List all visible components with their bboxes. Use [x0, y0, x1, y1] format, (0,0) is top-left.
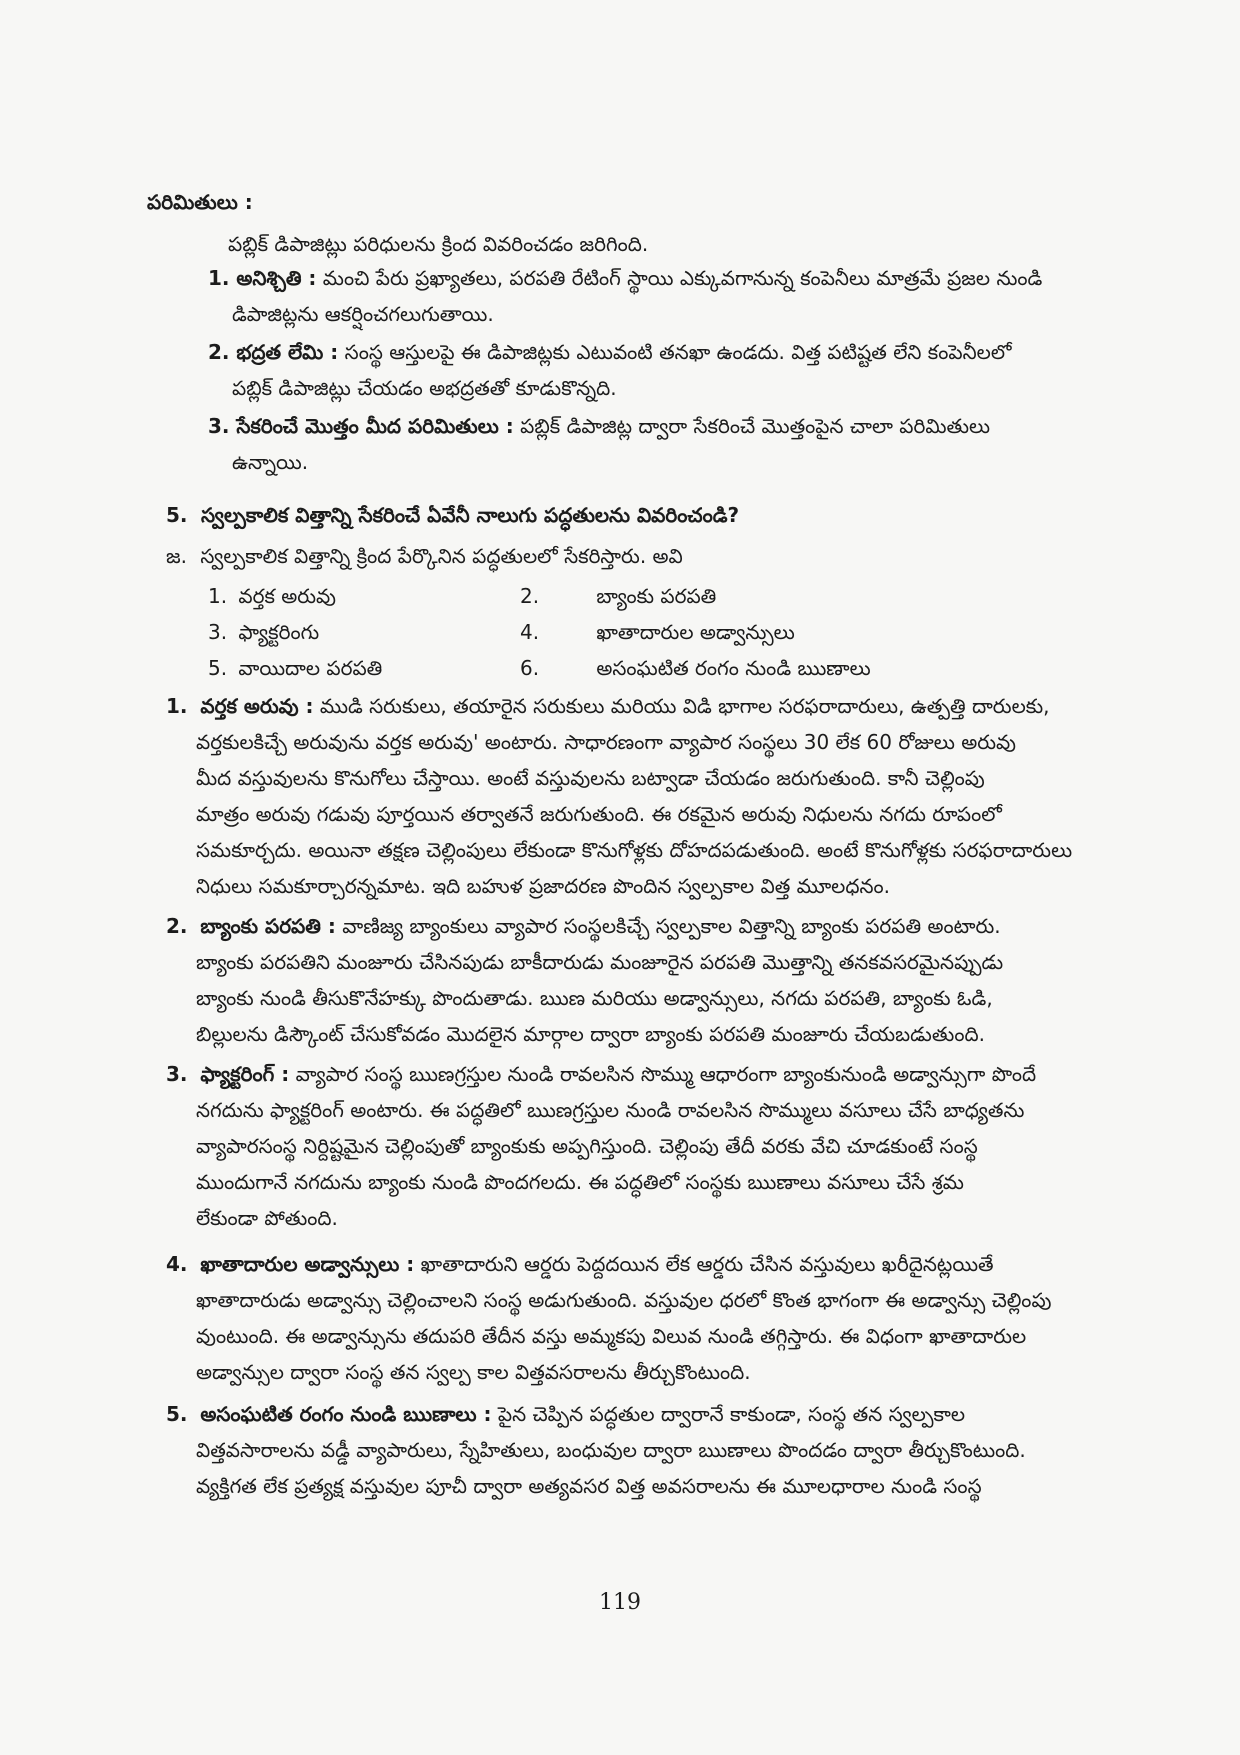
list-item: [520, 584, 716, 608]
list-item-number: 5.: [208, 656, 228, 680]
answer-text: స్వల్పకాలిక విత్తాన్ని క్రింద పేర్కొనిన పద్ధతులలో సేకరిస్తారు. అవి: [200, 544, 683, 568]
detail-text-line: వ్యక్తిగత లేక ప్రత్యక్ష వస్తువుల పూచీ ద్వారా అత్యవసర విత్త అవసరాలను ఈ మూలధారాల నుండి సంస్థ: [196, 1474, 982, 1498]
detail-text-line: విత్తవసారాలను వడ్డీ వ్యాపారులు, స్నేహితులు, బంధువుల ద్వారా ఋణాలు పొందడం ద్వారా తీర్చుకొంటుంది.: [196, 1438, 1026, 1462]
detail-paragraph: [166, 914, 1001, 938]
detail-text: వాణిజ్య బ్యాంకులు వ్యాపార సంస్థలకిచ్చే స్వల్పకాల విత్తాన్ని బ్యాంకు పరపతి అంటారు.: [342, 914, 1001, 938]
limitation-item-cont: ఉన్నాయి.: [232, 450, 309, 474]
list-item-label: అసంఘటిత రంగం నుండి ఋణాలు: [596, 656, 871, 680]
limitations-intro: పబ్లిక్ డిపాజిట్లు పరిధులను క్రింద వివరించడం జరిగింది.: [228, 232, 649, 256]
detail-paragraph: [166, 694, 1049, 718]
question-number: 5.: [166, 503, 188, 527]
detail-text-line: నిధులు సమకూర్చారన్నమాట. ఇది బహుళ ప్రజాదరణ పొందిన స్వల్పకాల విత్త మూలధనం.: [196, 874, 891, 898]
question: [166, 503, 739, 527]
list-item: [520, 656, 871, 680]
detail-text-line: లేకుండా పోతుంది.: [196, 1206, 338, 1230]
detail-title: ఖాతాదారుల అడ్వాన్సులు :: [200, 1252, 415, 1276]
item-number: 1.: [208, 266, 230, 290]
page-number: 119: [599, 1590, 641, 1615]
detail-text-line: మీద వస్తువులను కొనుగోలు చేస్తాయి. అంటే వస్తువులను బట్వాడా చేయడం జరుగుతుంది. కానీ చెల్లింపు: [196, 766, 985, 790]
detail-text-line: బిల్లులను డిస్కౌంట్ చేసుకోవడం మొదలైన మార్గాల ద్వారా బ్యాంకు పరపతి మంజూరు చేయబడుతుంది.: [196, 1022, 985, 1046]
detail-text-line: వుంటుంది. ఈ అడ్వాన్సును తదుపరి తేదీన వస్తు అమ్మకపు విలువ నుండి తగ్గిస్తారు. ఈ విధంగా ఖాతాదారుల: [196, 1324, 1027, 1348]
list-item-number: 1.: [208, 584, 228, 608]
detail-number: 3.: [166, 1062, 188, 1086]
item-number: 3.: [208, 414, 230, 438]
answer-prefix: జ.: [166, 544, 187, 568]
detail-paragraph: [166, 1252, 994, 1276]
list-item-label: బ్యాంకు పరపతి: [596, 584, 717, 608]
detail-text-line: వ్యాపారసంస్థ నిర్దిష్టమైన చెల్లింపుతో బ్యాంకుకు అప్పగిస్తుంది. చెల్లింపు తేదీ వరకు వేచి చూడకుంటే సంస్థ: [196, 1134, 978, 1158]
item-number: 2.: [208, 340, 230, 364]
detail-text-line: సమకూర్చదు. అయినా తక్షణ చెల్లింపులు లేకుండా కొనుగోళ్లకు దోహదపడుతుంది. అంటే కొనుగోళ్లకు సరఫరాదారులు: [196, 838, 1073, 862]
detail-text-line: అడ్వాన్సుల ద్వారా సంస్థ తన స్వల్ప కాల విత్తవసరాలను తీర్చుకొంటుంది.: [196, 1360, 751, 1384]
limitations-heading: పరిమితులు :: [147, 190, 253, 214]
list-item: [208, 584, 336, 608]
item-text: సంస్థ ఆస్తులపై ఈ డిపాజిట్లకు ఎటువంటి తనఖా ఉండదు. విత్త పటిష్టత లేని కంపెనీలలో: [344, 340, 1012, 364]
limitation-item: [208, 340, 1011, 364]
item-title: భద్రత లేమి :: [236, 340, 339, 364]
list-item-label: ఫ్యాక్టరింగు: [238, 620, 320, 644]
detail-text-line: ముందుగానే నగదును బ్యాంకు నుండి పొందగలదు. ఈ పద్ధతిలో సంస్థకు ఋణాలు వసూలు చేసే శ్రమ: [196, 1170, 964, 1194]
question-text: స్వల్పకాలిక విత్తాన్ని సేకరించే ఏవేనీ నాలుగు పద్ధతులను వివరించండి?: [200, 503, 740, 527]
detail-title: వర్తక అరువు :: [200, 694, 314, 718]
item-text: పబ్లిక్ డిపాజిట్ల ద్వారా సేకరించే మొత్తంపైన చాలా పరిమితులు: [520, 414, 991, 438]
detail-paragraph: [166, 1062, 1036, 1086]
detail-paragraph: [166, 1402, 965, 1426]
detail-text-line: నగదును ఫ్యాక్టరింగ్ అంటారు. ఈ పద్ధతిలో ఋణగ్రస్తుల నుండి రావలసిన సొమ్ములు వసూలు చేసే బాధ్యతను: [196, 1098, 1025, 1122]
list-item: [520, 620, 795, 644]
detail-text: పైన చెప్పిన పద్ధతుల ద్వారానే కాకుండా, సంస్థ తన స్వల్పకాల: [497, 1402, 966, 1426]
detail-text: ముడి సరుకులు, తయారైన సరుకులు మరియు విడి భాగాల సరఫరాదారులు, ఉత్పత్తి దారులకు,: [319, 694, 1050, 718]
item-text: మంచి పేరు ప్రఖ్యాతలు, పరపతి రేటింగ్ స్థాయి ఎక్కువగానున్న కంపెనీలు మాత్రమే ప్రజల నుండి: [322, 266, 1043, 290]
detail-text-line: మాత్రం అరువు గడువు పూర్తయిన తర్వాతనే జరుగుతుంది. ఈ రకమైన అరువు నిధులను నగదు రూపంలో: [196, 802, 1002, 826]
list-item-number: 4.: [520, 620, 540, 644]
detail-number: 1.: [166, 694, 188, 718]
detail-title: బ్యాంకు పరపతి :: [200, 914, 336, 938]
list-item-number: 6.: [520, 656, 540, 680]
limitation-item: [208, 266, 1042, 290]
detail-text: ఖాతాదారుని ఆర్డరు పెద్దదయిన లేక ఆర్డరు చేసిన వస్తువులు ఖరీదైనట్లయితే: [420, 1252, 994, 1276]
detail-text-line: ఖాతాదారుడు అడ్వాన్సు చెల్లించాలని సంస్థ అడుగుతుంది. వస్తువుల ధరలో కొంత భాగంగా ఈ అడ్వాన్సు చెల్లింపు: [196, 1288, 1052, 1312]
list-item-number: 3.: [208, 620, 228, 644]
list-item: [208, 656, 382, 680]
detail-text: వ్యాపార సంస్థ ఋణగ్రస్తుల నుండి రావలసిన సొమ్ము ఆధారంగా బ్యాంకునుండి అడ్వాన్సుగా పొందే: [295, 1062, 1037, 1086]
limitation-item-cont: డిపాజిట్లను ఆకర్షించగలుగుతాయి.: [232, 302, 494, 326]
list-item-label: వర్తక అరువు: [238, 584, 336, 608]
list-item-label: వాయిదాల పరపతి: [238, 656, 383, 680]
detail-number: 5.: [166, 1402, 188, 1426]
list-item-label: ఖాతాదారుల అడ్వాన్సులు: [596, 620, 795, 644]
detail-number: 2.: [166, 914, 188, 938]
detail-text-line: బ్యాంకు పరపతిని మంజూరు చేసినపుడు బాకీదారుడు మంజూరైన పరపతి మొత్తాన్ని తనకవసరమైనప్పుడు: [196, 950, 1004, 974]
list-item: [208, 620, 319, 644]
detail-text-line: వర్తకులకిచ్చే అరువును వర్తక అరువు' అంటారు. సాధారణంగా వ్యాపార సంస్థలు 30 లేక 60 రోజులు అరువు: [196, 730, 1016, 754]
limitation-item-cont: పబ్లిక్ డిపాజిట్లు చేయడం అభద్రతతో కూడుకొన్నది.: [232, 376, 617, 400]
item-title: సేకరించే మొత్తం మీద పరిమితులు :: [236, 414, 514, 438]
detail-title: ఫ్యాక్టరింగ్ :: [200, 1062, 290, 1086]
detail-number: 4.: [166, 1252, 188, 1276]
answer-intro: [166, 544, 683, 568]
limitation-item: [208, 414, 990, 438]
detail-title: అసంఘటిత రంగం నుండి ఋణాలు :: [200, 1402, 492, 1426]
detail-text-line: బ్యాంకు నుండి తీసుకొనేహక్కు పొందుతాడు. ఋణ మరియు అడ్వాన్సులు, నగదు పరపతి, బ్యాంకు ఓడి,: [196, 986, 993, 1010]
list-item-number: 2.: [520, 584, 540, 608]
item-title: అనిశ్చితి :: [236, 266, 317, 290]
